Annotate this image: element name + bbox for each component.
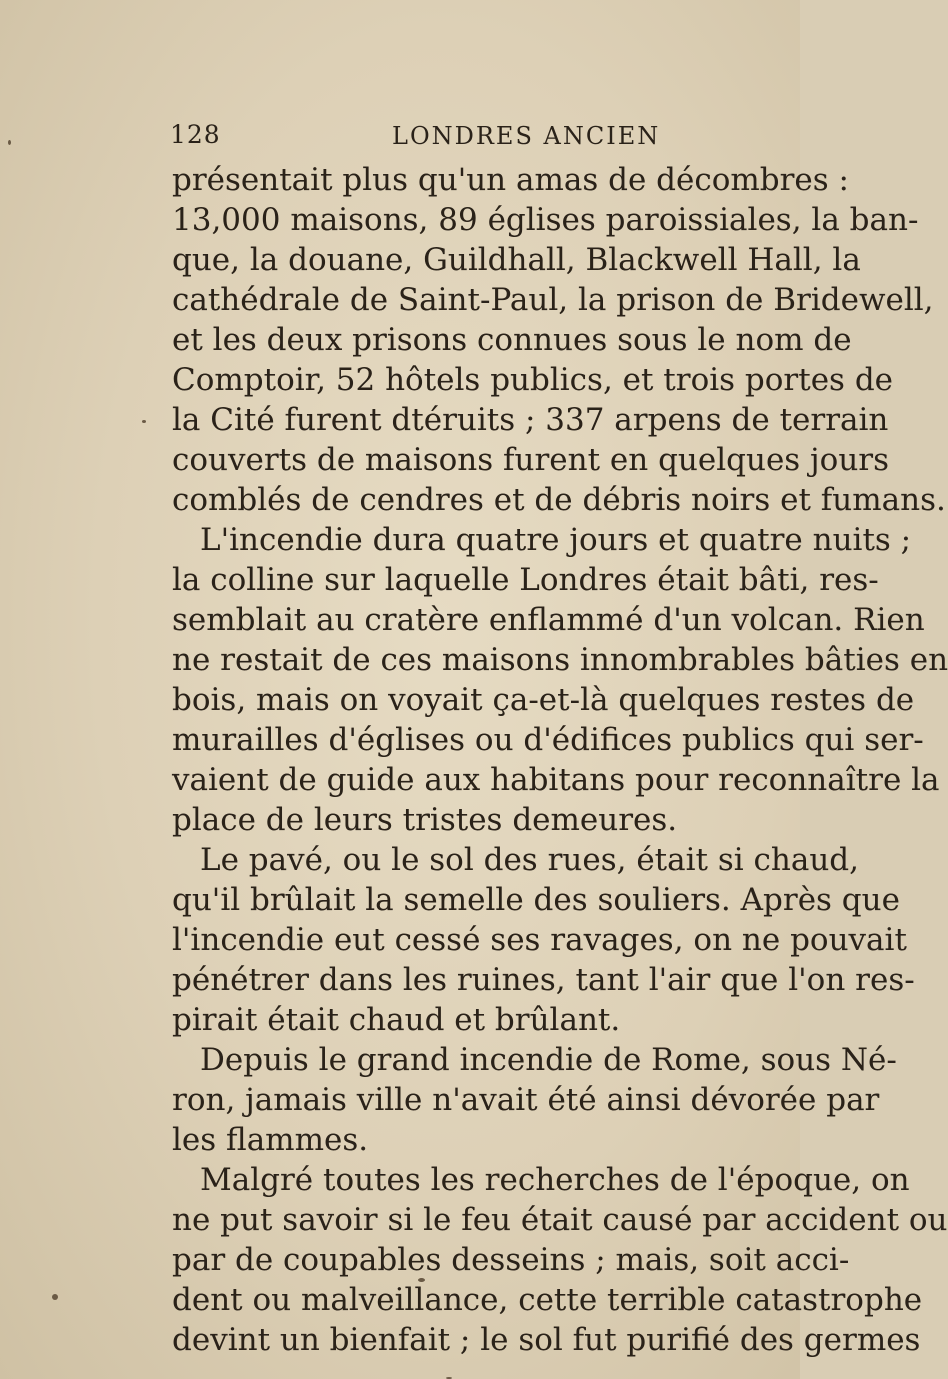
text-line: L'incendie dura quatre jours et quatre nuits ; [200, 522, 912, 558]
paper-speck [142, 420, 146, 423]
text-line: Le pavé, ou le sol des rues, était si chaud, [200, 842, 859, 878]
text-line: comblés de cendres et de débris noirs et fumans. [172, 482, 946, 518]
text-line: semblait au cratère enflammé d'un volcan. Rien [172, 602, 925, 638]
text-line: couverts de maisons furent en quelques jours [172, 442, 890, 478]
paper-speck [8, 140, 11, 145]
page-number: 128 [170, 120, 221, 149]
text-line: pénétrer dans les ruines, tant l'air que l'on res- [172, 962, 915, 998]
text-line: ne put savoir si le feu était causé par accident ou [172, 1202, 948, 1238]
text-line: et les deux prisons connues sous le nom de [172, 322, 852, 358]
text-line: ron, jamais ville n'avait été ainsi dévorée par [172, 1082, 880, 1118]
text-line: Malgré toutes les recherches de l'époque, on [200, 1162, 910, 1198]
text-line: que, la douane, Guildhall, Blackwell Hall, la [172, 242, 861, 278]
text-line: présentait plus qu'un amas de décombres : [172, 162, 849, 198]
text-line: devint un bienfait ; le sol fut purifié des germes [172, 1322, 921, 1358]
text-line: vaient de guide aux habitans pour reconnaître la [172, 762, 940, 798]
running-title: LONDRES ANCIEN [392, 122, 661, 150]
text-line: dent ou malveillance, cette terrible catastrophe [172, 1282, 923, 1318]
text-line: bois, mais on voyait ça-et-là quelques restes de [172, 682, 915, 718]
text-line: l'incendie eut cessé ses ravages, on ne pouvait [172, 922, 907, 958]
text-line: 13,000 maisons, 89 églises paroissiales, la ban- [172, 202, 919, 238]
text-line: qu'il brûlait la semelle des souliers. Après que [172, 882, 900, 918]
text-line: la colline sur laquelle Londres était bâti, res- [172, 562, 879, 598]
text-line: Depuis le grand incendie de Rome, sous Né- [200, 1042, 897, 1078]
text-line: murailles d'églises ou d'édifices publics qui ser- [172, 722, 924, 758]
text-line: la Cité furent dtéruits ; 337 arpens de terrain [172, 402, 889, 438]
text-line: pirait était chaud et brûlant. [172, 1002, 621, 1038]
text-line: par de coupables desseins ; mais, soit acci- [172, 1242, 850, 1278]
text-line: cathédrale de Saint-Paul, la prison de Bridewell, [172, 282, 934, 318]
text-line: les flammes. [172, 1122, 369, 1158]
text-line: Comptoir, 52 hôtels publics, et trois portes de [172, 362, 894, 398]
page-header [170, 120, 730, 160]
text-line: ne restait de ces maisons innombrables bâties en [172, 642, 948, 678]
text-line: place de leurs tristes demeures. [172, 802, 678, 838]
paper-speck [52, 1294, 58, 1300]
body-text [172, 160, 948, 1360]
paper-speck [418, 1278, 425, 1282]
